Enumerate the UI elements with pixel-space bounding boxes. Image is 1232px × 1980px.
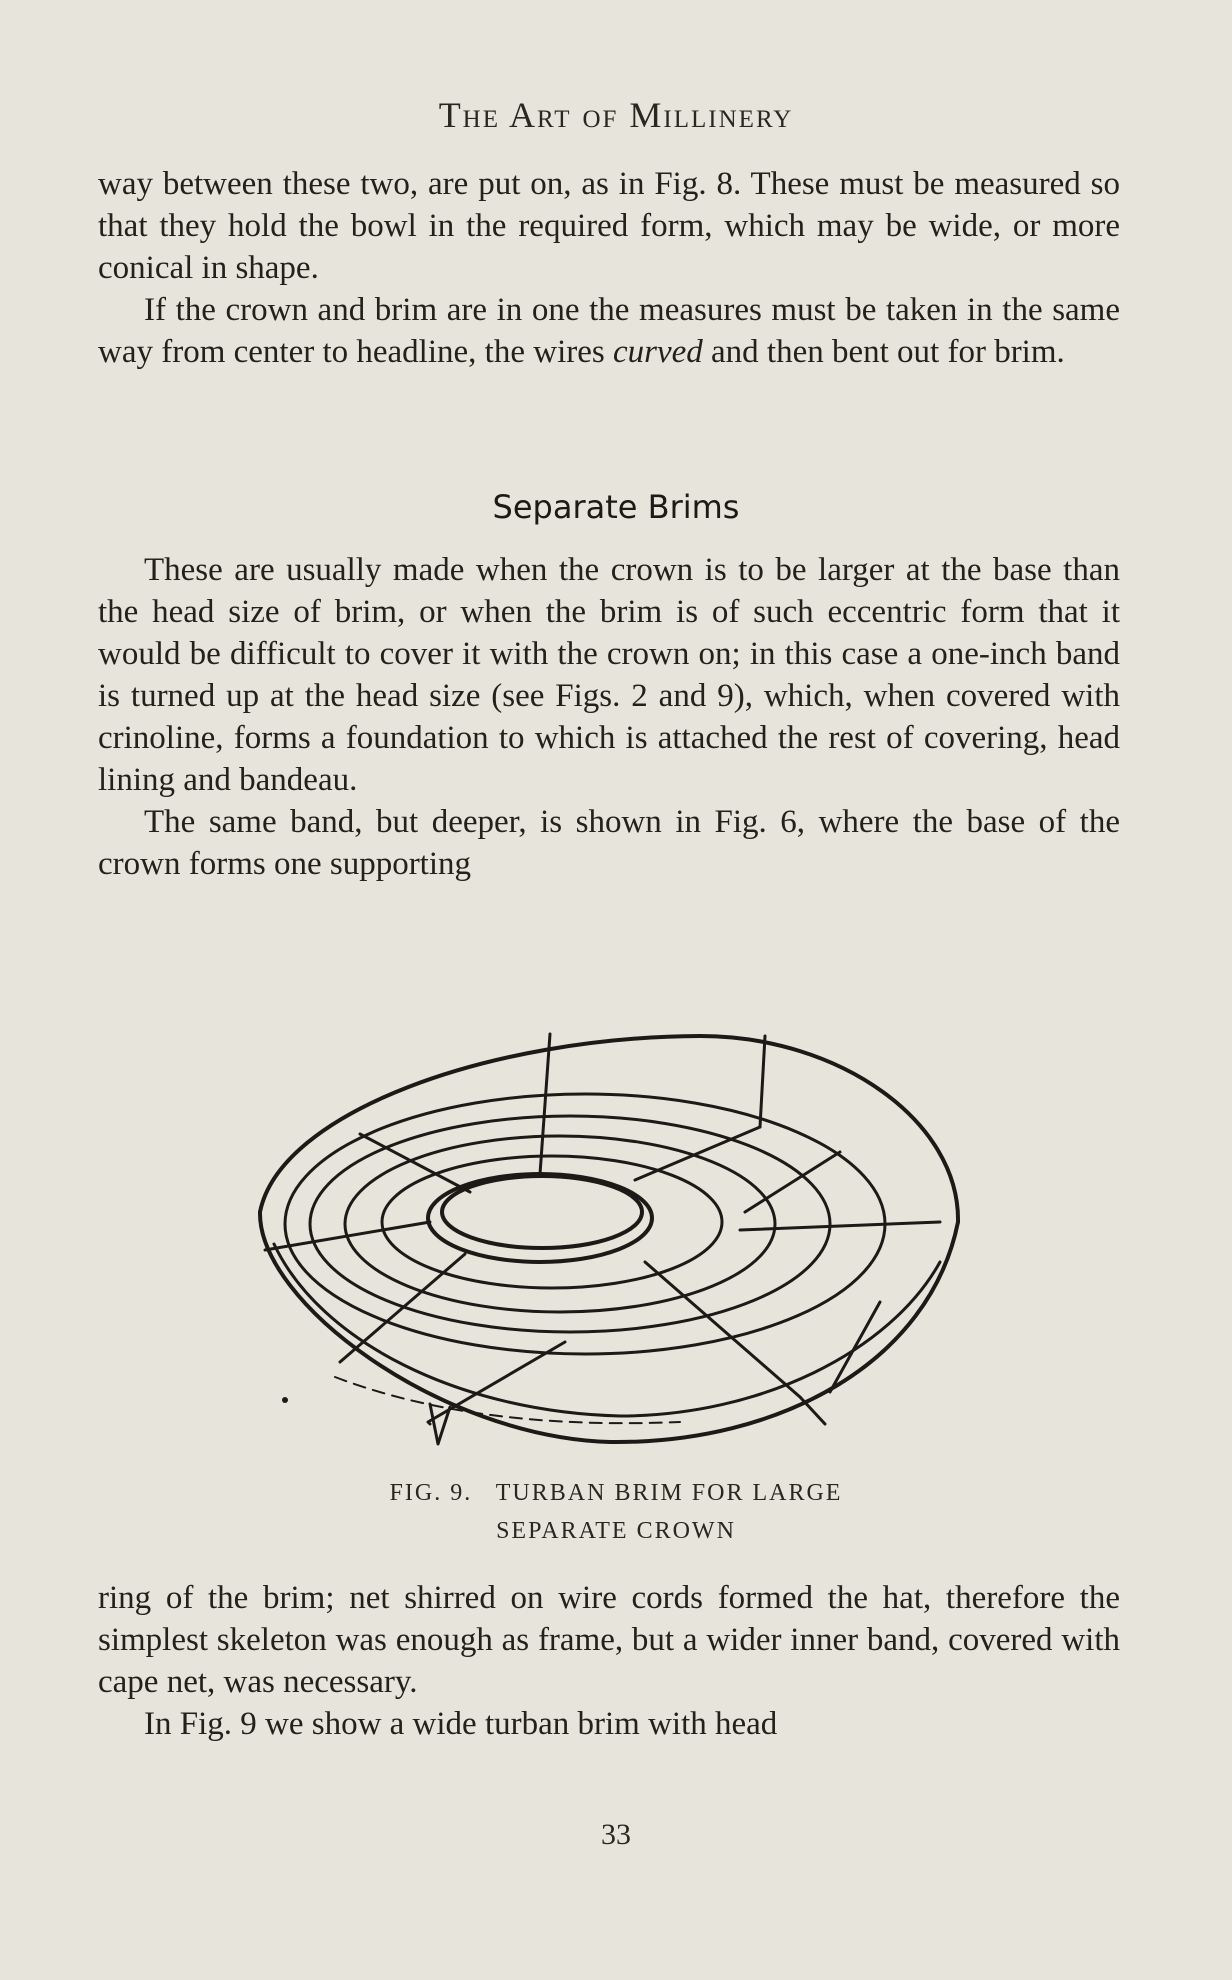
ink-dot [282, 1397, 288, 1403]
section-heading: Separate Brims [492, 488, 740, 526]
paragraph: ring of the brim; net shirred on wire cords formed the hat, therefore the simplest skeleton was enough as frame, but a wider inner band, covered with cape net, was necessary. [98, 1580, 1120, 1700]
running-head: The Art of Millinery [438, 95, 794, 135]
text-block-bottom [98, 1577, 1120, 1745]
wire-frame-drawing [240, 1012, 980, 1462]
paragraph: The same band, but deeper, is shown in Fig. 6, where the base of the crown forms one supporting [98, 804, 1120, 882]
caption-line: FIG. 9. TURBAN BRIM FOR LARGE [389, 1480, 843, 1506]
rib [265, 1222, 430, 1250]
italic-word: curved [612, 334, 703, 370]
text-block-top [98, 163, 1120, 373]
figure-caption [0, 1474, 1232, 1550]
text-block-middle [98, 549, 1120, 885]
caption-line: SEPARATE CROWN [496, 1518, 736, 1544]
outer-rim-bottom [260, 1212, 958, 1442]
rib [540, 1034, 550, 1174]
paragraph-text: If the crown and brim are in one the measures must be taken in the same way from center to headline, the wires [98, 292, 1120, 370]
rib [760, 1036, 765, 1127]
rib [740, 1222, 940, 1230]
rib [830, 1302, 880, 1392]
head-band-inner [442, 1176, 642, 1248]
page-number: 33 [601, 1818, 631, 1851]
paragraph: way between these two, are put on, as in Fig. 8. These must be measured so that they hold the bowl in the required form, which may be wide, or more conical in shape. [98, 166, 1120, 286]
paragraph [98, 289, 1120, 373]
outer-rim-top [260, 1036, 958, 1222]
rib [635, 1127, 760, 1180]
turban-brim-illustration [240, 1012, 980, 1462]
paragraph: In Fig. 9 we show a wide turban brim with head [144, 1706, 778, 1742]
paragraph-text: and then bent out for brim. [702, 334, 1065, 370]
brim-wire-1 [285, 1094, 885, 1354]
paragraph: These are usually made when the crown is to be larger at the base than the head size of brim, or when the brim is of such eccentric form that it would be difficult to cover it with the crown on; in this case a one-inch band is turned up at the head size (see Figs. 2 and 9), which, when covered with crinoline, forms a foundation to which is attached the rest of covering, head lining and bandeau. [98, 552, 1120, 798]
